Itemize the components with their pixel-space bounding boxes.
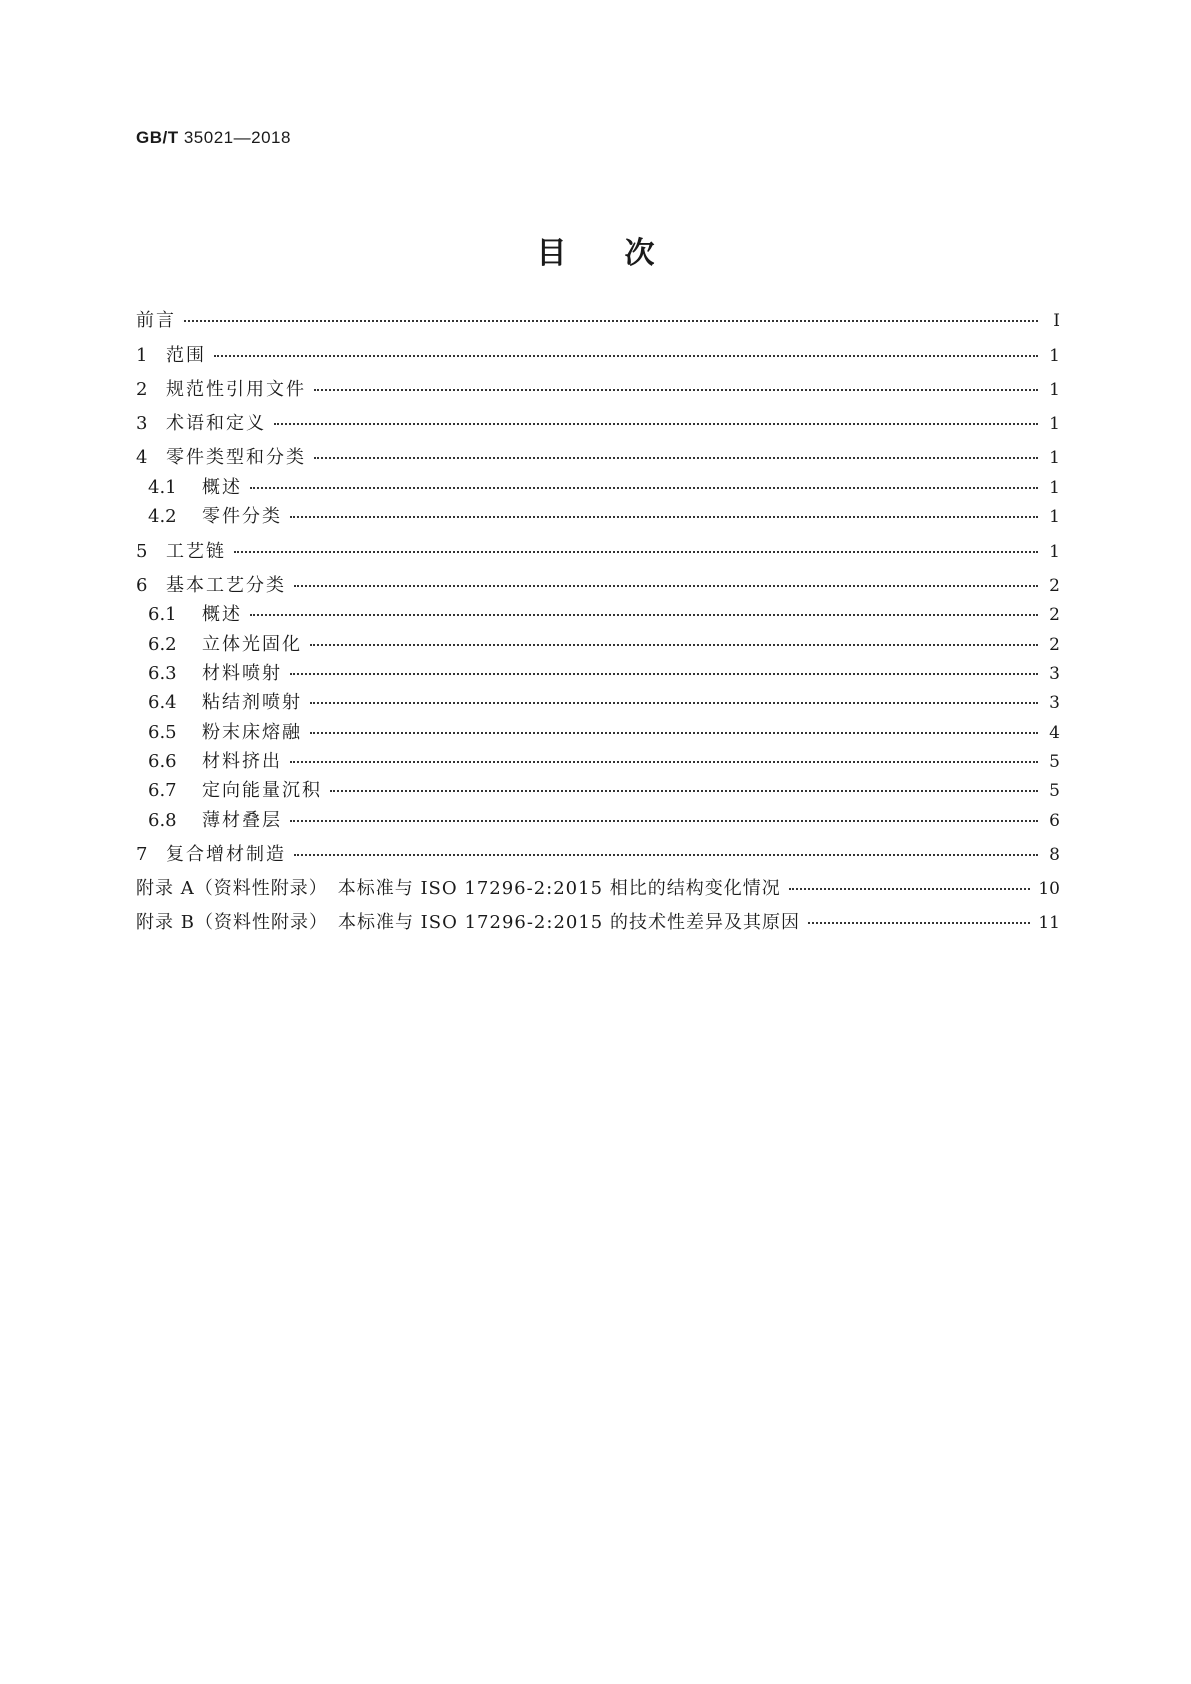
toc-entry-label: 范围: [166, 345, 206, 366]
toc-entry-3[interactable]: [136, 407, 1060, 433]
toc-entry-page: Ⅰ: [1053, 311, 1060, 331]
toc-entry-label: 粉末床熔融: [202, 722, 302, 743]
toc-entry-6-5[interactable]: [136, 716, 1060, 742]
toc-entry-label: 附录 A（资料性附录） 本标准与 ISO 17296-2:2015 相比的结构变化情况: [136, 878, 781, 899]
toc-entry-page: 11: [1038, 913, 1060, 933]
toc-entry-7[interactable]: [136, 838, 1060, 864]
toc-entry-page: 2: [1049, 635, 1060, 655]
toc-entry-page: 1: [1049, 448, 1060, 468]
toc-entry-label: 附录 B（资料性附录） 本标准与 ISO 17296-2:2015 的技术性差异及其原因: [136, 912, 800, 933]
toc-leader-dots: [250, 598, 1038, 620]
toc-entry-number: 7: [136, 844, 148, 865]
toc-leader-dots: [274, 407, 1038, 429]
toc-leader-dots: [310, 716, 1038, 738]
toc-entry-6-2[interactable]: [136, 628, 1060, 654]
toc-leader-dots: [330, 774, 1038, 796]
toc-entry-label: 零件类型和分类: [166, 447, 306, 468]
toc-entry-6-7[interactable]: [136, 774, 1060, 800]
toc-entry-6-4[interactable]: [136, 686, 1060, 712]
toc-entry-label: 概述: [202, 604, 242, 625]
toc-entry-label: 前言: [136, 310, 176, 331]
toc-entry-6-3[interactable]: [136, 657, 1060, 683]
toc-leader-dots: [808, 906, 1030, 928]
toc-leader-dots: [290, 657, 1038, 679]
toc-entry-label: 规范性引用文件: [166, 379, 306, 400]
toc-entry-number: 6: [136, 575, 148, 596]
toc-entry-number: 6.5: [148, 722, 177, 743]
toc-entry-appendix-b[interactable]: [136, 906, 1060, 932]
toc-entry-label: 材料挤出: [202, 751, 282, 772]
toc-entry-number: 6.8: [148, 810, 177, 831]
toc-entry-page: 8: [1049, 845, 1060, 865]
toc-entry-page: 6: [1049, 811, 1060, 831]
toc-entry-5[interactable]: [136, 535, 1060, 561]
toc-entry-number: 6.7: [148, 780, 177, 801]
toc-entry-page: 1: [1049, 380, 1060, 400]
toc-entry-label: 基本工艺分类: [166, 575, 286, 596]
toc-entry-label: 粘结剂喷射: [202, 692, 302, 713]
toc-entry-6-8[interactable]: [136, 804, 1060, 830]
toc-entry-number: 4.2: [148, 506, 177, 527]
toc-entry-number: 4.1: [148, 477, 177, 498]
toc-entry-label: 术语和定义: [166, 413, 266, 434]
toc-leader-dots: [314, 441, 1038, 463]
toc-entry-page: 1: [1049, 414, 1060, 434]
toc-leader-dots: [294, 569, 1038, 591]
toc-entry-number: 5: [136, 541, 148, 562]
toc-entry-4-1[interactable]: [136, 471, 1060, 497]
toc-entry-1[interactable]: [136, 339, 1060, 365]
toc-leader-dots: [290, 804, 1038, 826]
toc-leader-dots: [310, 628, 1038, 650]
toc-entry-number: 3: [136, 413, 148, 434]
toc-leader-dots: [290, 500, 1038, 522]
toc-entry-number: 6.2: [148, 634, 177, 655]
toc-leader-dots: [234, 535, 1038, 557]
toc-leader-dots: [290, 745, 1038, 767]
toc-entry-page: 4: [1049, 723, 1060, 743]
toc-entry-number: 4: [136, 447, 148, 468]
toc-leader-dots: [250, 471, 1038, 493]
toc-entry-label: 薄材叠层: [202, 810, 282, 831]
toc-entry-page: 5: [1049, 752, 1060, 772]
toc-entry-label: 材料喷射: [202, 663, 282, 684]
toc-entry-page: 1: [1049, 507, 1060, 527]
standard-header: [136, 128, 291, 148]
toc-leader-dots: [310, 686, 1038, 708]
toc-entry-4[interactable]: [136, 441, 1060, 467]
toc-entry-number: 6.3: [148, 663, 177, 684]
page-title: 目次: [536, 236, 713, 271]
standard-number: 35021—2018: [183, 128, 291, 147]
toc-entry-6-1[interactable]: [136, 598, 1060, 624]
toc-entry-2[interactable]: [136, 373, 1060, 399]
toc-entry-page: 2: [1049, 576, 1060, 596]
toc-entry-page: 5: [1049, 781, 1060, 801]
toc-entry-appendix-a[interactable]: [136, 872, 1060, 898]
toc-entry-page: 10: [1038, 879, 1060, 899]
toc-leader-dots: [789, 872, 1031, 894]
toc-entry-foreword[interactable]: [136, 304, 1060, 330]
toc-entry-number: 1: [136, 345, 148, 366]
toc-entry-6[interactable]: [136, 569, 1060, 595]
toc-leader-dots: [294, 838, 1038, 860]
toc-entry-label: 定向能量沉积: [202, 780, 322, 801]
toc-entry-number: 6.1: [148, 604, 177, 625]
toc-entry-4-2[interactable]: [136, 500, 1060, 526]
toc-entry-label: 概述: [202, 477, 242, 498]
toc-entry-label: 立体光固化: [202, 634, 302, 655]
standard-code: GB/T: [136, 128, 179, 147]
toc-entry-page: 2: [1049, 605, 1060, 625]
toc-entry-6-6[interactable]: [136, 745, 1060, 771]
toc-entry-number: 6.6: [148, 751, 177, 772]
toc-entry-label: 零件分类: [202, 506, 282, 527]
toc-entry-page: 3: [1049, 693, 1060, 713]
toc-entry-page: 1: [1049, 542, 1060, 562]
toc-entry-number: 2: [136, 379, 148, 400]
toc-entry-page: 1: [1049, 346, 1060, 366]
toc-entry-number: 6.4: [148, 692, 177, 713]
toc-entry-label: 复合增材制造: [166, 844, 286, 865]
toc-entry-page: 3: [1049, 664, 1060, 684]
toc-leader-dots: [184, 304, 1038, 326]
toc-leader-dots: [214, 339, 1038, 361]
toc-entry-label: 工艺链: [166, 541, 226, 562]
toc-entry-page: 1: [1049, 478, 1060, 498]
toc-leader-dots: [314, 373, 1038, 395]
